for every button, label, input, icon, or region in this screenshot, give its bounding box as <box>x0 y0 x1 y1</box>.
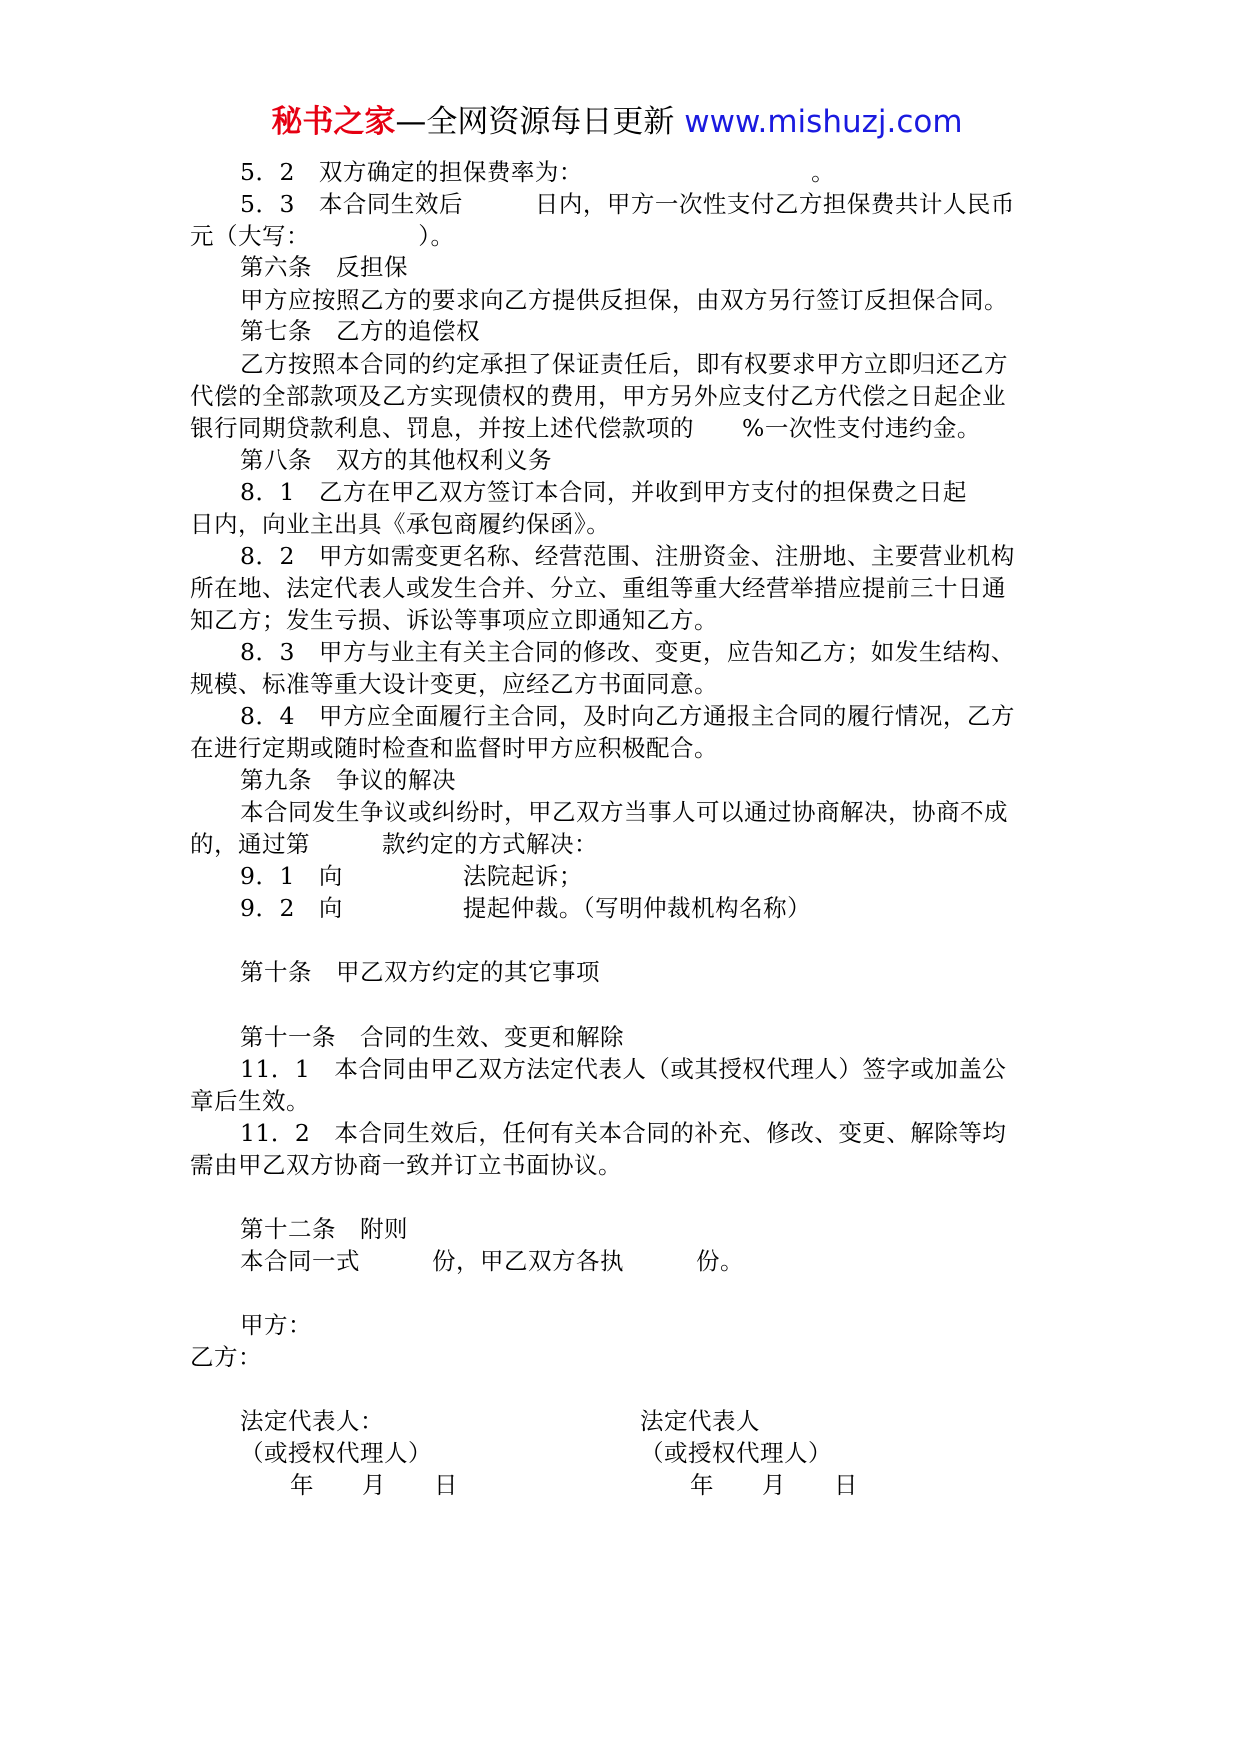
clause-5-3-cont: 元（大写： ）。 <box>190 222 455 250</box>
clause-9-1: 9．1 向 法院起诉； <box>240 862 583 890</box>
header-dash: — <box>395 104 427 140</box>
header-slogan: 全网资源每日更新 <box>426 104 675 140</box>
article-7-text-3: 银行同期贷款利息、罚息，并按上述代偿款项的 %一次性支付违约金。 <box>190 414 981 442</box>
clause-8-3-cont: 规模、标准等重大设计变更，应经乙方书面同意。 <box>190 670 718 698</box>
clause-5-2: 5．2 双方确定的担保费率为： 。 <box>240 158 836 186</box>
clause-8-3: 8．3 甲方与业主有关主合同的修改、变更，应告知乙方；如发生结构、 <box>240 638 1015 666</box>
party-a-label: 甲方： <box>240 1311 312 1339</box>
article-7-text-1: 乙方按照本合同的约定承担了保证责任后，即有权要求甲方立即归还乙方 <box>240 350 1008 378</box>
left-legal-rep-label: 法定代表人： <box>240 1407 384 1435</box>
site-url-link[interactable]: www.mishuzj.com <box>684 104 963 140</box>
left-date-line: 年 月 日 <box>290 1471 458 1499</box>
right-date-line: 年 月 日 <box>690 1471 858 1499</box>
article-9-text-2: 的，通过第 款约定的方式解决： <box>190 830 598 858</box>
article-9-heading: 第九条 争议的解决 <box>240 766 456 794</box>
clause-11-1-cont: 章后生效。 <box>190 1087 310 1115</box>
article-6-heading: 第六条 反担保 <box>240 253 408 281</box>
article-7-heading: 第七条 乙方的追偿权 <box>240 317 480 345</box>
clause-8-2: 8．2 甲方如需变更名称、经营范围、注册资金、注册地、主要营业机构 <box>240 542 1015 570</box>
clause-8-1-cont: 日内，向业主出具《承包商履约保函》。 <box>190 510 611 538</box>
party-b-label: 乙方： <box>190 1343 262 1371</box>
clause-8-1: 8．1 乙方在甲乙双方签订本合同，并收到甲方支付的担保费之日起 <box>240 478 967 506</box>
site-header <box>0 102 1234 142</box>
article-9-text-1: 本合同发生争议或纠纷时，甲乙双方当事人可以通过协商解决，协商不成 <box>240 798 1008 826</box>
clause-9-2: 9．2 向 提起仲裁。（写明仲裁机构名称） <box>240 894 812 922</box>
clause-5-3: 5．3 本合同生效后 日内，甲方一次性支付乙方担保费共计人民币 <box>240 190 1015 218</box>
right-legal-rep-label: 法定代表人 <box>640 1407 760 1435</box>
clause-8-4-cont: 在进行定期或随时检查和监督时甲方应积极配合。 <box>190 734 718 762</box>
article-6-text: 甲方应按照乙方的要求向乙方提供反担保，由双方另行签订反担保合同。 <box>240 286 1008 314</box>
left-agent-label: （或授权代理人） <box>240 1439 432 1467</box>
brand-name: 秘书之家 <box>271 104 396 140</box>
clause-8-2-cont-1: 所在地、法定代表人或发生合并、分立、重组等重大经营举措应提前三十日通 <box>190 574 1006 602</box>
clause-11-2-cont: 需由甲乙双方协商一致并订立书面协议。 <box>190 1151 622 1179</box>
article-11-heading: 第十一条 合同的生效、变更和解除 <box>240 1023 624 1051</box>
clause-11-2: 11．2 本合同生效后，任何有关本合同的补充、修改、变更、解除等均 <box>240 1119 1007 1147</box>
article-10-heading: 第十条 甲乙双方约定的其它事项 <box>240 958 600 986</box>
article-12-heading: 第十二条 附则 <box>240 1215 408 1243</box>
clause-8-2-cont-2: 知乙方；发生亏损、诉讼等事项应立即通知乙方。 <box>190 606 718 634</box>
article-12-text: 本合同一式 份，甲乙双方各执 份。 <box>240 1247 744 1275</box>
right-agent-label: （或授权代理人） <box>640 1439 832 1467</box>
article-8-heading: 第八条 双方的其他权利义务 <box>240 446 552 474</box>
clause-11-1: 11．1 本合同由甲乙双方法定代表人（或其授权代理人）签字或加盖公 <box>240 1055 1007 1083</box>
article-7-text-2: 代偿的全部款项及乙方实现债权的费用，甲方另外应支付乙方代偿之日起企业 <box>190 382 1006 410</box>
clause-8-4: 8．4 甲方应全面履行主合同，及时向乙方通报主合同的履行情况，乙方 <box>240 702 1015 730</box>
